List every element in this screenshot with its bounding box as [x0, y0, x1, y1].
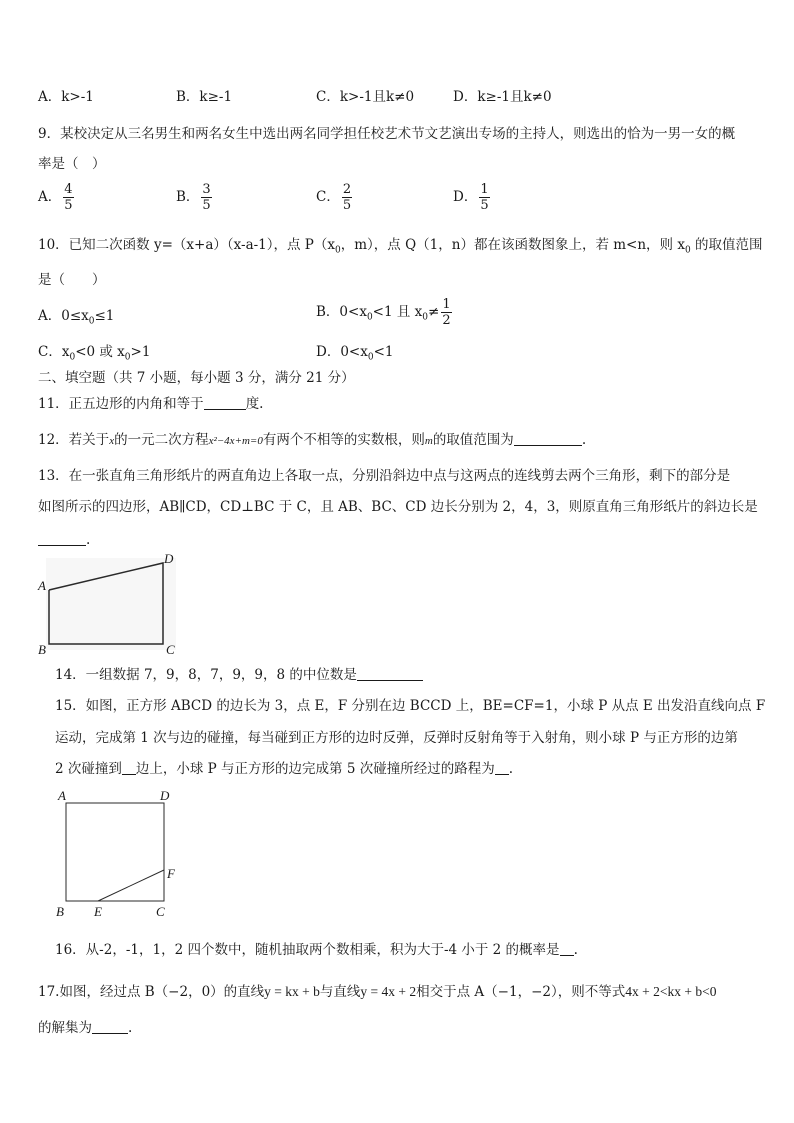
subscript: 0: [422, 312, 429, 323]
q9-option-a: [38, 182, 76, 213]
text: 的取值范围为: [432, 432, 514, 448]
q9-option-c-fraction: [342, 182, 352, 213]
fraction-denominator: 5: [480, 198, 489, 213]
vertex-label-b: B: [56, 904, 64, 919]
segment-ef: [98, 870, 164, 901]
q9-option-b-fraction: [201, 182, 211, 213]
q10-text-a: 10．已知二次函数 y=（x+a）（x-a-1），点 P（x: [38, 237, 336, 253]
text: 14．一组数据 7，9，8，7，9，9，8 的中位数是: [55, 667, 357, 683]
q9-line1: 9．某校决定从三名男生和两名女生中选出两名同学担任校艺术节文艺演出专场的主持人，则选出的恰为一男一女的概: [38, 126, 736, 142]
q9-option-b: [176, 182, 214, 213]
answer-blank: [204, 395, 246, 410]
equation: y = 4x + 2: [360, 984, 417, 999]
q9-option-d-label: D．: [453, 189, 478, 205]
q10-option-b-fraction: [441, 297, 451, 328]
text: .: [573, 942, 578, 958]
subscript: 0: [124, 352, 131, 363]
text: C．x: [38, 344, 70, 360]
text: ≠: [428, 304, 440, 320]
text: ≤1: [94, 308, 115, 324]
section-heading: 二、填空题（共 7 小题，每小题 3 分，满分 21 分）: [38, 370, 355, 386]
q9-option-c: [316, 182, 354, 213]
fraction-numerator: 1: [480, 182, 489, 197]
point-label-e: E: [94, 904, 102, 919]
text: .: [581, 432, 587, 448]
text: 有两个不相等的实数根，则: [262, 432, 425, 448]
q10-line2: 是（ ）: [38, 272, 106, 288]
fraction-numerator: 3: [202, 182, 211, 197]
subscript: 0: [366, 312, 373, 323]
q15-line2: 运动，完成第 1 次与边的碰撞，每当碰到正方形的边时反弹，反弹时反射角等于入射角，则小球 P 与正方形的边第: [55, 730, 738, 746]
text: .: [508, 761, 514, 777]
fraction-numerator: 2: [342, 182, 352, 197]
text: D．0<x: [316, 344, 368, 360]
vertex-label-d: D: [164, 551, 174, 566]
q17-line1: [38, 982, 716, 1002]
square-figure: [54, 786, 184, 920]
figure-background: [46, 558, 176, 650]
text: <0 或 x: [75, 344, 125, 360]
subscript: 0: [684, 245, 691, 256]
q10-option-d: [316, 342, 393, 368]
vertex-label-c: C: [156, 904, 165, 919]
quadrilateral-figure: [34, 550, 184, 660]
q16: [55, 940, 578, 960]
q8-option-a: A．k>-1: [38, 89, 94, 105]
q9-option-c-label: C．: [316, 189, 340, 205]
fraction-numerator: 1: [442, 297, 451, 312]
vertex-label-a: A: [58, 788, 66, 803]
text: B．0<x: [316, 304, 367, 320]
q14: [55, 665, 423, 685]
vertex-label-b: B: [38, 642, 46, 657]
fraction-denominator: 5: [202, 198, 211, 213]
q10-text-c: 的取值范围: [690, 237, 763, 253]
fraction-denominator: 5: [342, 198, 352, 213]
fraction-denominator: 5: [64, 198, 73, 213]
vertex-label-a: A: [38, 578, 46, 593]
subscript: 0: [367, 352, 374, 363]
text: 16．从-2，-1，1，2 四个数中，随机抽取两个数相乘，积为大于-4 小于 2 的概率是: [55, 942, 560, 958]
text: 2 次碰撞到: [55, 761, 122, 777]
text: 的一元二次方程: [114, 432, 209, 448]
equation: y = kx + b: [264, 984, 320, 999]
text: 相交于点 A（−1，−2），则不等式: [416, 984, 626, 1000]
q17-line2: [38, 1018, 132, 1038]
q8-option-c: C．k>-1且k≠0: [316, 89, 415, 105]
text: 度.: [245, 396, 264, 412]
q10-option-b: [316, 297, 454, 328]
answer-blank: [357, 666, 423, 681]
square-outline: [66, 803, 164, 901]
q9-option-a-fraction: [63, 182, 73, 213]
q11: [38, 394, 263, 414]
text: 11．正五边形的内角和等于: [38, 396, 204, 412]
answer-blank: [514, 431, 582, 446]
fraction-numerator: 4: [64, 182, 73, 197]
text: 边上，小球 P 与正方形的边完成第 5 次碰撞所经过的路程为: [135, 761, 495, 777]
inequality: 4x + 2<kx + b<0: [625, 984, 717, 999]
text: 17.如图，经过点 B（−2，0）的直线: [38, 984, 265, 1000]
text: <1 且 x: [372, 304, 423, 320]
text: .: [128, 1020, 133, 1036]
vertex-label-d: D: [160, 788, 170, 803]
q9-option-b-label: B．: [176, 189, 200, 205]
point-label-f: F: [167, 866, 175, 881]
equation: x²−4x+m=0: [208, 435, 263, 447]
q10-text-b: ，m），点 Q（1，n）都在该函数图象上，若 m<n，则 x: [340, 237, 685, 253]
subscript: 0: [69, 352, 76, 363]
text: 与直线: [319, 984, 361, 1000]
q13-line3: [38, 530, 90, 550]
q9-option-a-label: A．: [38, 189, 62, 205]
text: .: [86, 532, 91, 548]
q13-line2: 如图所示的四边形，AB∥CD，CD⊥BC 于 C，且 AB、BC、CD 边长分别为 2，4，3，则原直角三角形纸片的斜边长是: [38, 499, 758, 515]
vertex-label-c: C: [166, 642, 175, 657]
subscript: 0: [88, 316, 95, 327]
q10-option-a: [38, 306, 114, 332]
text: 的解集为: [38, 1020, 92, 1036]
q10-line1: [38, 235, 762, 261]
text: 12．若关于: [38, 432, 110, 448]
q12: [38, 430, 586, 451]
text: A．0≤x: [38, 308, 89, 324]
subscript: 0: [335, 245, 341, 256]
text: >1: [130, 344, 151, 360]
text: <1: [373, 344, 394, 360]
q15-line3: [55, 759, 513, 779]
answer-blank: [495, 760, 509, 775]
q9-option-d: [453, 182, 492, 213]
answer-blank: [560, 941, 574, 956]
answer-blank: [38, 531, 86, 546]
math-var: m: [424, 435, 433, 447]
q9-line2: 率是（ ）: [38, 156, 106, 172]
math-var: x: [109, 435, 115, 447]
q10-option-c: [38, 342, 150, 368]
q13-line1: 13．在一张直角三角形纸片的两直角边上各取一点，分别沿斜边中点与这两点的连线剪去两个三角形，剩下的部分是: [38, 468, 731, 484]
q8-option-b: B．k≥-1: [176, 89, 233, 105]
answer-blank: [122, 760, 136, 775]
fraction-denominator: 2: [442, 313, 451, 328]
q15-line1: 15．如图，正方形 ABCD 的边长为 3，点 E，F 分别在边 BCCD 上，BE=CF=1，小球 P 从点 E 出发沿直线向点 F: [55, 698, 766, 714]
q8-option-d: D．k≥-1且k≠0: [453, 89, 552, 105]
answer-blank: [92, 1019, 128, 1034]
q9-option-d-fraction: [479, 182, 489, 213]
